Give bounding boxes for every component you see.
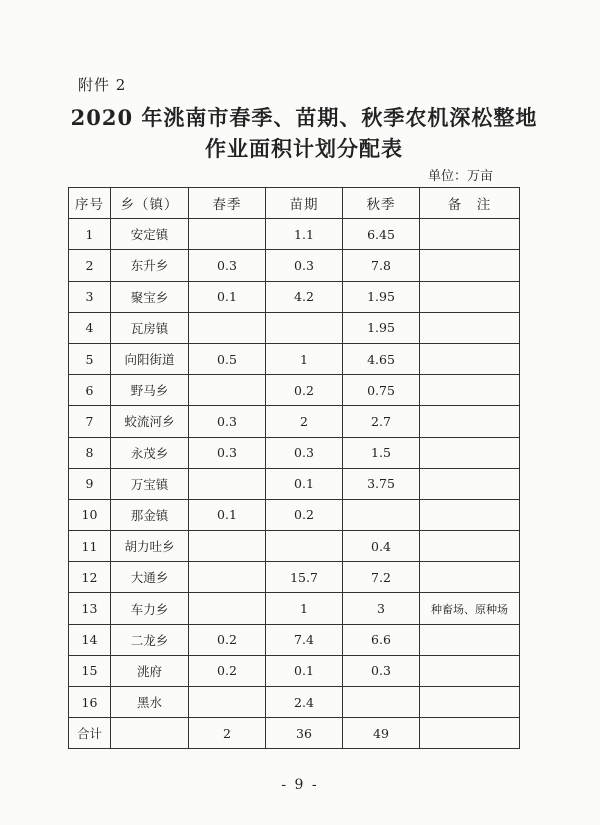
cell-seedling: 4.2	[266, 281, 343, 312]
cell-seedling: 36	[266, 718, 343, 749]
table-row	[69, 531, 520, 562]
cell-township: 那金镇	[111, 499, 189, 530]
cell-autumn: 49	[343, 718, 420, 749]
cell-index: 9	[69, 468, 111, 499]
cell-township: 车力乡	[111, 593, 189, 624]
attachment-label: 附件 2	[78, 76, 127, 94]
cell-autumn: 4.65	[343, 343, 420, 374]
cell-autumn: 7.2	[343, 562, 420, 593]
cell-seedling: 1.1	[266, 219, 343, 250]
cell-notes	[420, 531, 520, 562]
cell-seedling: 0.1	[266, 655, 343, 686]
cell-autumn	[343, 687, 420, 718]
cell-notes	[420, 562, 520, 593]
table-row	[69, 562, 520, 593]
cell-autumn: 3	[343, 593, 420, 624]
total-label: 合计	[69, 718, 111, 749]
cell-autumn: 0.4	[343, 531, 420, 562]
cell-township: 永茂乡	[111, 437, 189, 468]
cell-notes	[420, 406, 520, 437]
cell-spring	[189, 468, 266, 499]
cell-notes	[420, 718, 520, 749]
cell-autumn: 0.3	[343, 655, 420, 686]
cell-index: 5	[69, 343, 111, 374]
cell-seedling: 0.1	[266, 468, 343, 499]
cell-seedling	[266, 312, 343, 343]
cell-spring	[189, 687, 266, 718]
cell-notes: 种畜场、原种场	[420, 593, 520, 624]
cell-township: 大通乡	[111, 562, 189, 593]
cell-index: 14	[69, 624, 111, 655]
cell-township: 瓦房镇	[111, 312, 189, 343]
cell-autumn: 2.7	[343, 406, 420, 437]
cell-seedling: 2	[266, 406, 343, 437]
header-seedling: 苗期	[266, 188, 343, 219]
table-row	[69, 499, 520, 530]
cell-autumn: 6.6	[343, 624, 420, 655]
allocation-table	[68, 187, 520, 749]
cell-autumn: 1.95	[343, 281, 420, 312]
cell-index: 2	[69, 250, 111, 281]
cell-spring	[189, 593, 266, 624]
table-row	[69, 687, 520, 718]
cell-township: 东升乡	[111, 250, 189, 281]
cell-notes	[420, 624, 520, 655]
table-row	[69, 468, 520, 499]
table-row	[69, 624, 520, 655]
cell-index: 12	[69, 562, 111, 593]
cell-spring: 2	[189, 718, 266, 749]
cell-spring: 0.1	[189, 281, 266, 312]
cell-notes	[420, 312, 520, 343]
cell-seedling: 0.2	[266, 499, 343, 530]
cell-township: 胡力吐乡	[111, 531, 189, 562]
cell-spring	[189, 312, 266, 343]
table-row	[69, 655, 520, 686]
cell-autumn	[343, 499, 420, 530]
cell-notes	[420, 499, 520, 530]
cell-township: 洮府	[111, 655, 189, 686]
cell-autumn: 7.8	[343, 250, 420, 281]
cell-seedling: 0.2	[266, 375, 343, 406]
title-line-1: 2020 年洮南市春季、苗期、秋季农机深松整地	[70, 105, 538, 130]
title-line-2: 作业面积计划分配表	[205, 136, 403, 161]
table-row	[69, 375, 520, 406]
cell-notes	[420, 219, 520, 250]
cell-autumn: 3.75	[343, 468, 420, 499]
cell-index: 13	[69, 593, 111, 624]
table-row	[69, 437, 520, 468]
cell-spring: 0.3	[189, 406, 266, 437]
cell-seedling: 0.3	[266, 250, 343, 281]
table-row	[69, 281, 520, 312]
cell-index: 8	[69, 437, 111, 468]
cell-index: 10	[69, 499, 111, 530]
cell-index: 7	[69, 406, 111, 437]
cell-seedling: 0.3	[266, 437, 343, 468]
cell-township: 野马乡	[111, 375, 189, 406]
cell-spring: 0.5	[189, 343, 266, 374]
cell-notes	[420, 343, 520, 374]
cell-autumn: 1.95	[343, 312, 420, 343]
cell-spring: 0.1	[189, 499, 266, 530]
cell-spring: 0.3	[189, 437, 266, 468]
table-row	[69, 312, 520, 343]
cell-index: 6	[69, 375, 111, 406]
cell-seedling: 2.4	[266, 687, 343, 718]
unit-label: 单位：万亩	[428, 169, 494, 184]
cell-notes	[420, 437, 520, 468]
cell-notes	[420, 375, 520, 406]
table-row	[69, 343, 520, 374]
cell-notes	[420, 687, 520, 718]
header-notes: 备 注	[420, 188, 520, 219]
header-index: 序号	[69, 188, 111, 219]
cell-notes	[420, 655, 520, 686]
cell-township: 蛟流河乡	[111, 406, 189, 437]
cell-index: 3	[69, 281, 111, 312]
cell-autumn: 1.5	[343, 437, 420, 468]
cell-township: 万宝镇	[111, 468, 189, 499]
cell-autumn: 6.45	[343, 219, 420, 250]
cell-index: 15	[69, 655, 111, 686]
cell-seedling	[266, 531, 343, 562]
cell-spring	[189, 375, 266, 406]
cell-spring	[189, 219, 266, 250]
cell-seedling: 7.4	[266, 624, 343, 655]
header-township: 乡（镇）	[111, 188, 189, 219]
cell-index: 11	[69, 531, 111, 562]
cell-township: 安定镇	[111, 219, 189, 250]
cell-spring	[189, 562, 266, 593]
table-row	[69, 406, 520, 437]
cell-index: 16	[69, 687, 111, 718]
header-spring: 春季	[189, 188, 266, 219]
table-row	[69, 219, 520, 250]
page-number: - 9 -	[281, 777, 319, 793]
cell-spring	[189, 531, 266, 562]
cell-township: 向阳街道	[111, 343, 189, 374]
table-row	[69, 593, 520, 624]
cell-township: 二龙乡	[111, 624, 189, 655]
cell-index: 1	[69, 219, 111, 250]
cell-notes	[420, 468, 520, 499]
table-row	[69, 250, 520, 281]
cell-township: 聚宝乡	[111, 281, 189, 312]
cell-notes	[420, 250, 520, 281]
header-autumn: 秋季	[343, 188, 420, 219]
cell-seedling: 15.7	[266, 562, 343, 593]
cell-spring: 0.2	[189, 624, 266, 655]
cell-autumn: 0.75	[343, 375, 420, 406]
cell-seedling: 1	[266, 343, 343, 374]
cell-notes	[420, 281, 520, 312]
cell-spring: 0.3	[189, 250, 266, 281]
cell-seedling: 1	[266, 593, 343, 624]
cell-spring: 0.2	[189, 655, 266, 686]
cell-township: 黑水	[111, 687, 189, 718]
total-row	[69, 718, 520, 749]
table-header-row	[69, 188, 520, 219]
cell-index: 4	[69, 312, 111, 343]
cell-township	[111, 718, 189, 749]
